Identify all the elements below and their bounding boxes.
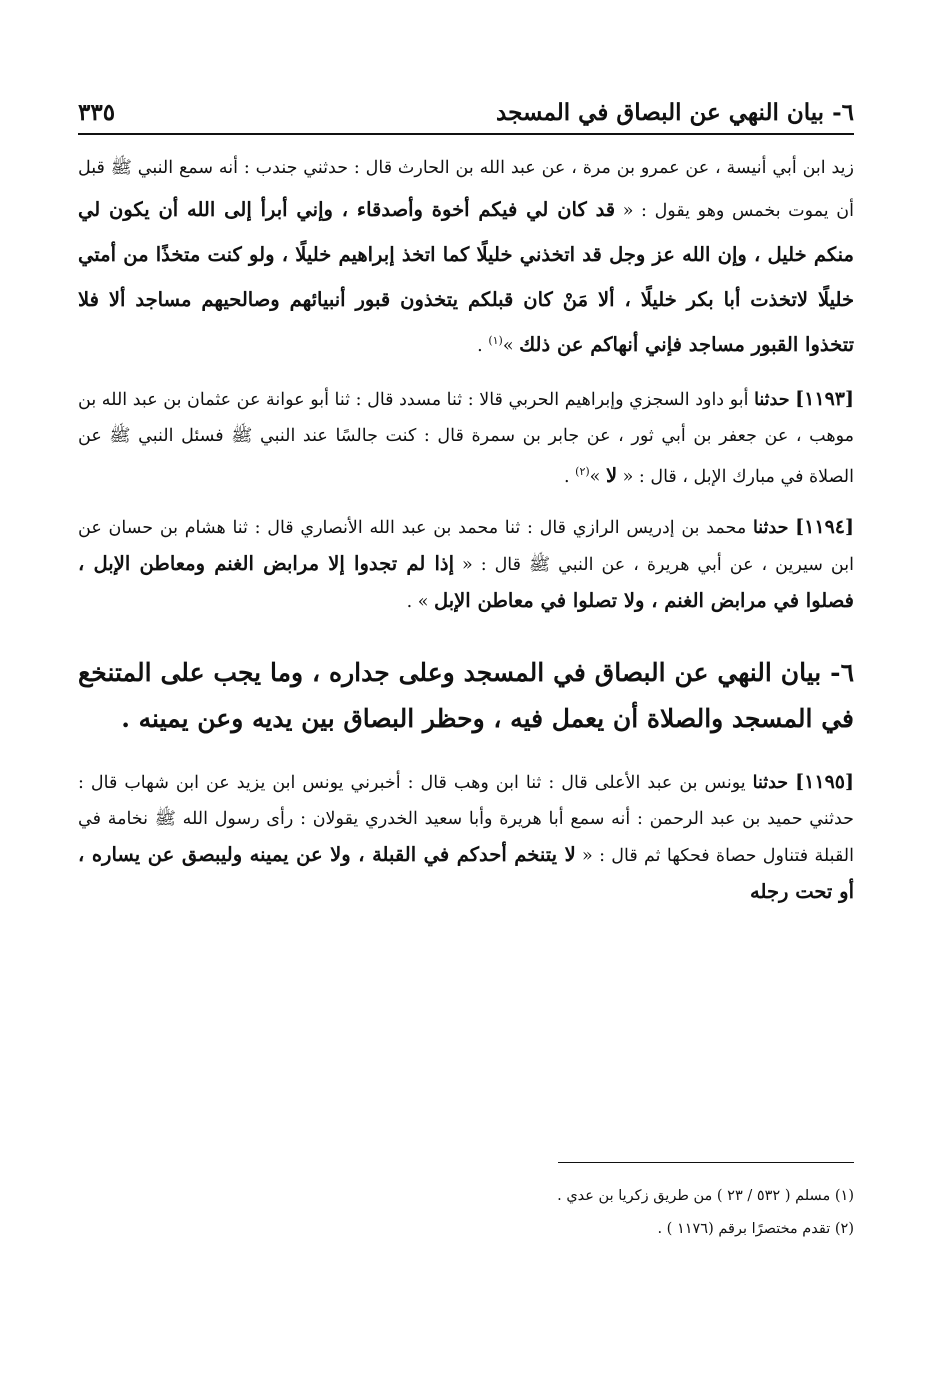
hadith-quote: لا يتنخم أحدكم في القبلة ، ولا عن يمينه وليبصق عن يساره ، أو تحت رجله: [78, 842, 854, 903]
hadith-quote: لا: [605, 463, 618, 487]
hadith-1194: [78, 509, 854, 620]
haddatha-word: حدثنا: [752, 772, 789, 793]
hadith-continuation: [78, 150, 854, 367]
paragraph-end: .: [477, 336, 489, 356]
footnote-2: (٢) تقدم مختصرًا برقم (١١٧٦ ) .: [657, 1221, 854, 1237]
hadith-number: [١١٩٣]: [795, 388, 854, 410]
isnad-text: زيد ابن أبي أنيسة ، عن عمرو بن مرة ، عن عبد الله بن الحارث قال : حدثني جندب : أنه سمع النبي ﷺ قبل أن يموت بخمس وهو يقول : «: [78, 158, 854, 221]
isnad-text: أبو داود السجزي وإبراهيم الحربي قالا : ثنا مسدد قال : ثنا أبو عوانة عن عثمان بن عبد الله بن موهب ، عن جعفر بن أبي ثور ، عن جابر بن سمرة قال : كنت جالسًا عند النبي ﷺ فسئل النبي ﷺ عن الصلاة في مبارك الإبل ، قال : «: [78, 390, 854, 487]
header-rule: [78, 133, 854, 135]
isnad-text: يونس بن عبد الأعلى قال : ثنا ابن وهب قال : أخبرني يونس ابن يزيد عن ابن شهاب قال : حدثني حميد بن عبد الرحمن : أنه سمع أبا هريرة وأبا سعيد الخدري يقولان : رأى رسول الله ﷺ نخامة في القبلة فتناول حصاة فحكها ثم قال : «: [78, 772, 854, 866]
hadith-1193: [78, 381, 854, 495]
haddatha-word: حدثنا: [752, 517, 789, 538]
quote-close: »: [502, 336, 520, 356]
hadith-1195: [78, 764, 854, 911]
footnote-ref-1[interactable]: (١): [488, 334, 503, 348]
hadith-quote: إذا لم تجدوا إلا مرابض الغنم ومعاطن الإبل ، فصلوا في مرابض الغنم ، ولا تصلوا في معاطن الإبل: [78, 551, 854, 612]
paragraph-end: .: [564, 466, 576, 487]
footnotes: [78, 1180, 854, 1246]
hadith-number: [١١٩٤]: [795, 515, 854, 538]
quote-close: » .: [406, 591, 434, 612]
quote-close: »: [589, 466, 606, 487]
hadith-quote: قد كان لي فيكم أخوة وأصدقاء ، وإني أبرأ إلى الله أن يكون لي منكم خليل ، وإن الله عز وجل قد اتخذني خليلًا كما اتخذ إبراهيم خليلًا ، ولو كنت متخذًا من أمتي خليلًا لاتخذت أبا بكر خليلًا ، ألا مَنْ كان قبلكم يتخذون قبور أنبيائهم وصالحيهم مساجد ألا فلا تتخذوا القبور مساجد فإني أنهاكم عن ذلك: [78, 198, 854, 356]
footnote-1: (١) مسلم ( ٥٣٢ / ٢٣ ) من طريق زكريا بن عدي .: [557, 1188, 854, 1204]
running-chapter-title: ٦- بيان النهي عن البصاق في المسجد: [496, 99, 854, 126]
isnad-text: محمد بن إدريس الرازي قال : ثنا محمد بن عبد الله الأنصاري قال : ثنا هشام بن حسان عن ابن سيرين ، عن أبي هريرة ، عن النبي ﷺ قال : «: [78, 517, 854, 575]
footnote-ref-2[interactable]: (٢): [575, 465, 590, 478]
footnote-rule: [558, 1162, 854, 1163]
haddatha-word: حدثنا: [754, 390, 790, 410]
hadith-number: [١١٩٥]: [795, 770, 854, 793]
chapter-heading: ٦- بيان النهي عن البصاق في المسجد وعلى جداره ، وما يجب على المتنخع في المسجد والصلاة أن يعمل فيه ، وحظر البصاق بين يديه وعن يمينه .: [78, 657, 854, 733]
main-text: [78, 150, 854, 925]
page-number: ٣٣٥: [78, 99, 116, 126]
page-header: [78, 82, 854, 126]
